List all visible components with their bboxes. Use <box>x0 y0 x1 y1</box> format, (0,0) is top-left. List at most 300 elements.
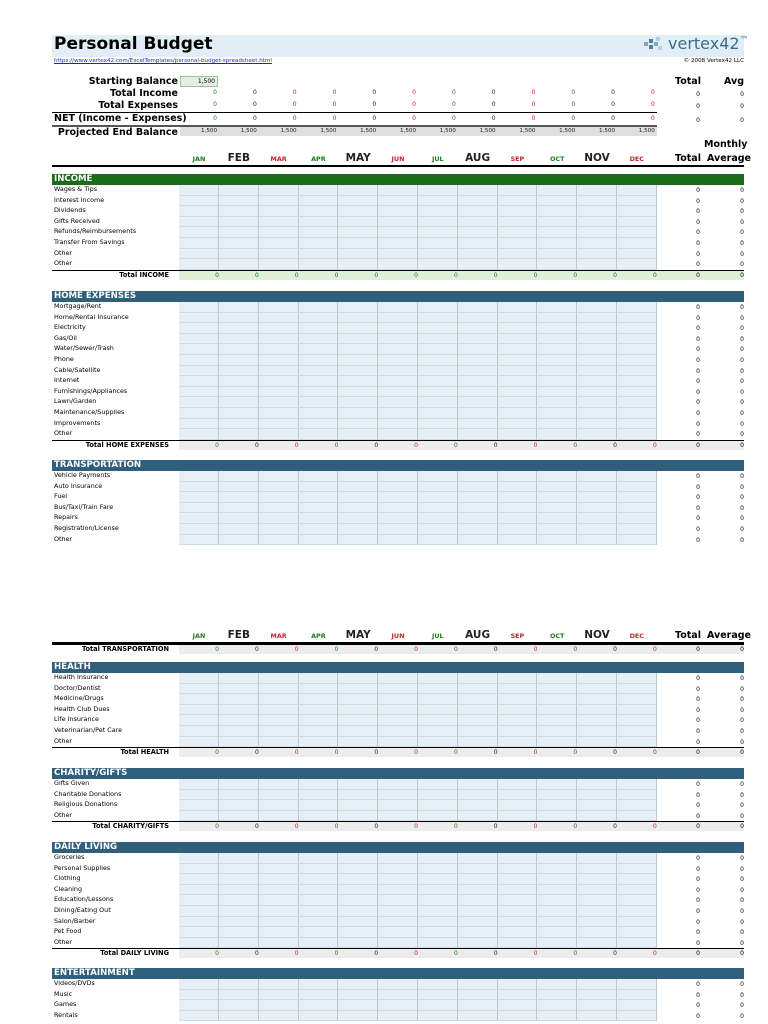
month-input-cell[interactable] <box>259 366 299 377</box>
month-input-cell[interactable] <box>577 811 617 822</box>
month-input-cell[interactable] <box>617 227 657 238</box>
month-input-cell[interactable] <box>617 864 657 875</box>
month-input-cell[interactable] <box>537 376 577 387</box>
month-input-cell[interactable] <box>617 790 657 801</box>
month-input-cell[interactable] <box>577 800 617 811</box>
month-input-cell[interactable] <box>298 906 338 917</box>
month-input-cell[interactable] <box>179 429 219 440</box>
month-input-cell[interactable] <box>537 864 577 875</box>
month-input-cell[interactable] <box>298 482 338 493</box>
month-input-cell[interactable] <box>338 990 378 1001</box>
month-input-cell[interactable] <box>458 1000 498 1011</box>
month-input-cell[interactable] <box>338 885 378 896</box>
month-input-cell[interactable] <box>219 355 259 366</box>
month-input-cell[interactable] <box>497 790 537 801</box>
month-input-cell[interactable] <box>418 185 458 196</box>
month-input-cell[interactable] <box>617 196 657 207</box>
month-input-cell[interactable] <box>338 503 378 514</box>
month-input-cell[interactable] <box>418 323 458 334</box>
month-input-cell[interactable] <box>219 694 259 705</box>
month-input-cell[interactable] <box>458 790 498 801</box>
month-input-cell[interactable] <box>537 185 577 196</box>
month-input-cell[interactable] <box>418 366 458 377</box>
month-input-cell[interactable] <box>458 313 498 324</box>
month-input-cell[interactable] <box>497 885 537 896</box>
month-input-cell[interactable] <box>298 249 338 260</box>
month-input-cell[interactable] <box>219 535 259 546</box>
month-input-cell[interactable] <box>497 513 537 524</box>
month-input-cell[interactable] <box>179 737 219 748</box>
month-input-cell[interactable] <box>378 979 418 990</box>
month-input-cell[interactable] <box>418 1000 458 1011</box>
month-input-cell[interactable] <box>179 726 219 737</box>
month-input-cell[interactable] <box>537 535 577 546</box>
month-input-cell[interactable] <box>497 853 537 864</box>
month-input-cell[interactable] <box>259 429 299 440</box>
month-input-cell[interactable] <box>298 864 338 875</box>
month-input-cell[interactable] <box>577 737 617 748</box>
month-input-cell[interactable] <box>537 927 577 938</box>
month-input-cell[interactable] <box>577 376 617 387</box>
month-input-cell[interactable] <box>298 196 338 207</box>
month-input-cell[interactable] <box>577 524 617 535</box>
month-input-cell[interactable] <box>537 694 577 705</box>
month-input-cell[interactable] <box>617 355 657 366</box>
month-input-cell[interactable] <box>219 864 259 875</box>
month-input-cell[interactable] <box>298 259 338 270</box>
month-input-cell[interactable] <box>577 185 617 196</box>
month-input-cell[interactable] <box>378 800 418 811</box>
month-input-cell[interactable] <box>219 917 259 928</box>
month-input-cell[interactable] <box>537 492 577 503</box>
month-input-cell[interactable] <box>298 313 338 324</box>
month-input-cell[interactable] <box>617 323 657 334</box>
month-input-cell[interactable] <box>219 185 259 196</box>
month-input-cell[interactable] <box>497 185 537 196</box>
month-input-cell[interactable] <box>259 238 299 249</box>
month-input-cell[interactable] <box>298 938 338 949</box>
month-input-cell[interactable] <box>497 737 537 748</box>
month-input-cell[interactable] <box>219 249 259 260</box>
month-input-cell[interactable] <box>298 800 338 811</box>
month-input-cell[interactable] <box>338 408 378 419</box>
month-input-cell[interactable] <box>179 366 219 377</box>
month-input-cell[interactable] <box>179 196 219 207</box>
month-input-cell[interactable] <box>338 917 378 928</box>
month-input-cell[interactable] <box>617 492 657 503</box>
month-input-cell[interactable] <box>298 238 338 249</box>
month-input-cell[interactable] <box>577 1011 617 1022</box>
month-input-cell[interactable] <box>259 800 299 811</box>
month-input-cell[interactable] <box>338 196 378 207</box>
month-input-cell[interactable] <box>497 524 537 535</box>
month-input-cell[interactable] <box>577 694 617 705</box>
month-input-cell[interactable] <box>179 673 219 684</box>
month-input-cell[interactable] <box>497 906 537 917</box>
month-input-cell[interactable] <box>179 249 219 260</box>
month-input-cell[interactable] <box>497 355 537 366</box>
month-input-cell[interactable] <box>497 334 537 345</box>
month-input-cell[interactable] <box>338 397 378 408</box>
month-input-cell[interactable] <box>418 238 458 249</box>
month-input-cell[interactable] <box>577 429 617 440</box>
month-input-cell[interactable] <box>298 673 338 684</box>
month-input-cell[interactable] <box>219 726 259 737</box>
month-input-cell[interactable] <box>298 503 338 514</box>
month-input-cell[interactable] <box>259 259 299 270</box>
month-input-cell[interactable] <box>577 979 617 990</box>
month-input-cell[interactable] <box>577 684 617 695</box>
month-input-cell[interactable] <box>298 790 338 801</box>
month-input-cell[interactable] <box>418 196 458 207</box>
month-input-cell[interactable] <box>577 874 617 885</box>
month-input-cell[interactable] <box>418 853 458 864</box>
month-input-cell[interactable] <box>259 503 299 514</box>
month-input-cell[interactable] <box>219 344 259 355</box>
month-input-cell[interactable] <box>537 790 577 801</box>
month-input-cell[interactable] <box>298 779 338 790</box>
month-input-cell[interactable] <box>219 874 259 885</box>
month-input-cell[interactable] <box>617 503 657 514</box>
month-input-cell[interactable] <box>458 705 498 716</box>
month-input-cell[interactable] <box>179 206 219 217</box>
month-input-cell[interactable] <box>458 344 498 355</box>
month-input-cell[interactable] <box>577 726 617 737</box>
month-input-cell[interactable] <box>219 397 259 408</box>
month-input-cell[interactable] <box>338 895 378 906</box>
month-input-cell[interactable] <box>418 705 458 716</box>
month-input-cell[interactable] <box>537 387 577 398</box>
month-input-cell[interactable] <box>458 227 498 238</box>
month-input-cell[interactable] <box>418 800 458 811</box>
month-input-cell[interactable] <box>259 323 299 334</box>
month-input-cell[interactable] <box>298 1000 338 1011</box>
month-input-cell[interactable] <box>219 302 259 313</box>
month-input-cell[interactable] <box>378 344 418 355</box>
month-input-cell[interactable] <box>458 673 498 684</box>
month-input-cell[interactable] <box>497 705 537 716</box>
month-input-cell[interactable] <box>259 927 299 938</box>
month-input-cell[interactable] <box>338 185 378 196</box>
month-input-cell[interactable] <box>219 906 259 917</box>
month-input-cell[interactable] <box>378 482 418 493</box>
month-input-cell[interactable] <box>338 355 378 366</box>
month-input-cell[interactable] <box>219 227 259 238</box>
month-input-cell[interactable] <box>179 906 219 917</box>
month-input-cell[interactable] <box>298 206 338 217</box>
month-input-cell[interactable] <box>219 313 259 324</box>
month-input-cell[interactable] <box>617 726 657 737</box>
month-input-cell[interactable] <box>537 397 577 408</box>
month-input-cell[interactable] <box>537 853 577 864</box>
month-input-cell[interactable] <box>617 779 657 790</box>
month-input-cell[interactable] <box>418 313 458 324</box>
month-input-cell[interactable] <box>298 429 338 440</box>
month-input-cell[interactable] <box>418 874 458 885</box>
month-input-cell[interactable] <box>418 206 458 217</box>
month-input-cell[interactable] <box>418 864 458 875</box>
month-input-cell[interactable] <box>298 185 338 196</box>
month-input-cell[interactable] <box>378 990 418 1001</box>
month-input-cell[interactable] <box>259 979 299 990</box>
month-input-cell[interactable] <box>378 938 418 949</box>
month-input-cell[interactable] <box>259 471 299 482</box>
month-input-cell[interactable] <box>179 238 219 249</box>
month-input-cell[interactable] <box>338 694 378 705</box>
month-input-cell[interactable] <box>458 217 498 228</box>
month-input-cell[interactable] <box>458 684 498 695</box>
month-input-cell[interactable] <box>219 471 259 482</box>
month-input-cell[interactable] <box>179 482 219 493</box>
month-input-cell[interactable] <box>617 906 657 917</box>
month-input-cell[interactable] <box>497 419 537 430</box>
month-input-cell[interactable] <box>497 673 537 684</box>
month-input-cell[interactable] <box>338 1000 378 1011</box>
month-input-cell[interactable] <box>418 492 458 503</box>
month-input-cell[interactable] <box>577 366 617 377</box>
month-input-cell[interactable] <box>338 334 378 345</box>
month-input-cell[interactable] <box>338 927 378 938</box>
month-input-cell[interactable] <box>338 864 378 875</box>
month-input-cell[interactable] <box>219 196 259 207</box>
month-input-cell[interactable] <box>418 503 458 514</box>
month-input-cell[interactable] <box>338 800 378 811</box>
month-input-cell[interactable] <box>497 429 537 440</box>
month-input-cell[interactable] <box>179 927 219 938</box>
month-input-cell[interactable] <box>378 673 418 684</box>
month-input-cell[interactable] <box>577 938 617 949</box>
month-input-cell[interactable] <box>577 790 617 801</box>
month-input-cell[interactable] <box>617 811 657 822</box>
month-input-cell[interactable] <box>617 397 657 408</box>
month-input-cell[interactable] <box>418 1011 458 1022</box>
month-input-cell[interactable] <box>298 376 338 387</box>
month-input-cell[interactable] <box>418 334 458 345</box>
month-input-cell[interactable] <box>617 1011 657 1022</box>
month-input-cell[interactable] <box>617 800 657 811</box>
month-input-cell[interactable] <box>298 492 338 503</box>
month-input-cell[interactable] <box>378 917 418 928</box>
month-input-cell[interactable] <box>577 419 617 430</box>
month-input-cell[interactable] <box>338 429 378 440</box>
month-input-cell[interactable] <box>497 979 537 990</box>
month-input-cell[interactable] <box>259 694 299 705</box>
month-input-cell[interactable] <box>219 927 259 938</box>
month-input-cell[interactable] <box>259 344 299 355</box>
month-input-cell[interactable] <box>418 259 458 270</box>
month-input-cell[interactable] <box>497 397 537 408</box>
month-input-cell[interactable] <box>418 906 458 917</box>
month-input-cell[interactable] <box>259 492 299 503</box>
month-input-cell[interactable] <box>617 419 657 430</box>
month-input-cell[interactable] <box>219 482 259 493</box>
month-input-cell[interactable] <box>179 684 219 695</box>
month-input-cell[interactable] <box>458 259 498 270</box>
month-input-cell[interactable] <box>219 979 259 990</box>
month-input-cell[interactable] <box>378 737 418 748</box>
month-input-cell[interactable] <box>418 694 458 705</box>
month-input-cell[interactable] <box>378 471 418 482</box>
month-input-cell[interactable] <box>378 853 418 864</box>
month-input-cell[interactable] <box>219 853 259 864</box>
month-input-cell[interactable] <box>179 524 219 535</box>
month-input-cell[interactable] <box>179 990 219 1001</box>
month-input-cell[interactable] <box>259 895 299 906</box>
month-input-cell[interactable] <box>378 323 418 334</box>
month-input-cell[interactable] <box>179 694 219 705</box>
month-input-cell[interactable] <box>298 885 338 896</box>
month-input-cell[interactable] <box>298 979 338 990</box>
month-input-cell[interactable] <box>418 482 458 493</box>
month-input-cell[interactable] <box>537 917 577 928</box>
month-input-cell[interactable] <box>298 684 338 695</box>
month-input-cell[interactable] <box>418 779 458 790</box>
month-input-cell[interactable] <box>219 408 259 419</box>
month-input-cell[interactable] <box>219 790 259 801</box>
month-input-cell[interactable] <box>458 906 498 917</box>
month-input-cell[interactable] <box>497 387 537 398</box>
month-input-cell[interactable] <box>418 429 458 440</box>
month-input-cell[interactable] <box>179 864 219 875</box>
month-input-cell[interactable] <box>497 471 537 482</box>
month-input-cell[interactable] <box>577 387 617 398</box>
month-input-cell[interactable] <box>259 408 299 419</box>
month-input-cell[interactable] <box>617 938 657 949</box>
month-input-cell[interactable] <box>577 259 617 270</box>
month-input-cell[interactable] <box>338 906 378 917</box>
month-input-cell[interactable] <box>418 917 458 928</box>
month-input-cell[interactable] <box>259 249 299 260</box>
month-input-cell[interactable] <box>458 376 498 387</box>
month-input-cell[interactable] <box>338 811 378 822</box>
month-input-cell[interactable] <box>179 885 219 896</box>
month-input-cell[interactable] <box>458 408 498 419</box>
month-input-cell[interactable] <box>298 355 338 366</box>
month-input-cell[interactable] <box>418 938 458 949</box>
month-input-cell[interactable] <box>179 185 219 196</box>
month-input-cell[interactable] <box>577 344 617 355</box>
month-input-cell[interactable] <box>338 779 378 790</box>
month-input-cell[interactable] <box>617 471 657 482</box>
month-input-cell[interactable] <box>378 503 418 514</box>
month-input-cell[interactable] <box>537 429 577 440</box>
month-input-cell[interactable] <box>298 737 338 748</box>
month-input-cell[interactable] <box>219 503 259 514</box>
month-input-cell[interactable] <box>497 726 537 737</box>
month-input-cell[interactable] <box>537 990 577 1001</box>
month-input-cell[interactable] <box>458 535 498 546</box>
month-input-cell[interactable] <box>259 811 299 822</box>
month-input-cell[interactable] <box>259 705 299 716</box>
month-input-cell[interactable] <box>298 323 338 334</box>
month-input-cell[interactable] <box>338 874 378 885</box>
month-input-cell[interactable] <box>577 853 617 864</box>
month-input-cell[interactable] <box>378 313 418 324</box>
month-input-cell[interactable] <box>418 673 458 684</box>
month-input-cell[interactable] <box>219 938 259 949</box>
month-input-cell[interactable] <box>418 217 458 228</box>
month-input-cell[interactable] <box>577 927 617 938</box>
month-input-cell[interactable] <box>418 895 458 906</box>
month-input-cell[interactable] <box>458 302 498 313</box>
month-input-cell[interactable] <box>179 334 219 345</box>
month-input-cell[interactable] <box>298 917 338 928</box>
month-input-cell[interactable] <box>338 524 378 535</box>
month-input-cell[interactable] <box>497 492 537 503</box>
month-input-cell[interactable] <box>179 790 219 801</box>
month-input-cell[interactable] <box>537 503 577 514</box>
month-input-cell[interactable] <box>338 206 378 217</box>
month-input-cell[interactable] <box>458 249 498 260</box>
month-input-cell[interactable] <box>617 334 657 345</box>
month-input-cell[interactable] <box>179 419 219 430</box>
month-input-cell[interactable] <box>577 535 617 546</box>
month-input-cell[interactable] <box>418 249 458 260</box>
month-input-cell[interactable] <box>577 513 617 524</box>
month-input-cell[interactable] <box>378 206 418 217</box>
month-input-cell[interactable] <box>537 895 577 906</box>
month-input-cell[interactable] <box>617 990 657 1001</box>
month-input-cell[interactable] <box>179 535 219 546</box>
month-input-cell[interactable] <box>577 313 617 324</box>
month-input-cell[interactable] <box>497 927 537 938</box>
month-input-cell[interactable] <box>378 249 418 260</box>
month-input-cell[interactable] <box>338 705 378 716</box>
month-input-cell[interactable] <box>219 524 259 535</box>
month-input-cell[interactable] <box>219 1011 259 1022</box>
month-input-cell[interactable] <box>338 238 378 249</box>
month-input-cell[interactable] <box>497 938 537 949</box>
month-input-cell[interactable] <box>418 885 458 896</box>
month-input-cell[interactable] <box>378 334 418 345</box>
month-input-cell[interactable] <box>179 227 219 238</box>
month-input-cell[interactable] <box>458 387 498 398</box>
month-input-cell[interactable] <box>617 366 657 377</box>
month-input-cell[interactable] <box>577 482 617 493</box>
month-input-cell[interactable] <box>497 344 537 355</box>
month-input-cell[interactable] <box>497 206 537 217</box>
month-input-cell[interactable] <box>418 790 458 801</box>
month-input-cell[interactable] <box>378 513 418 524</box>
month-input-cell[interactable] <box>298 419 338 430</box>
month-input-cell[interactable] <box>259 355 299 366</box>
month-input-cell[interactable] <box>259 673 299 684</box>
month-input-cell[interactable] <box>617 313 657 324</box>
month-input-cell[interactable] <box>458 1011 498 1022</box>
month-input-cell[interactable] <box>577 355 617 366</box>
month-input-cell[interactable] <box>179 302 219 313</box>
month-input-cell[interactable] <box>378 492 418 503</box>
month-input-cell[interactable] <box>577 705 617 716</box>
month-input-cell[interactable] <box>577 673 617 684</box>
month-input-cell[interactable] <box>179 938 219 949</box>
month-input-cell[interactable] <box>537 259 577 270</box>
month-input-cell[interactable] <box>378 906 418 917</box>
month-input-cell[interactable] <box>577 249 617 260</box>
month-input-cell[interactable] <box>458 334 498 345</box>
month-input-cell[interactable] <box>458 196 498 207</box>
month-input-cell[interactable] <box>577 217 617 228</box>
month-input-cell[interactable] <box>458 492 498 503</box>
month-input-cell[interactable] <box>418 376 458 387</box>
month-input-cell[interactable] <box>458 397 498 408</box>
month-input-cell[interactable] <box>259 376 299 387</box>
month-input-cell[interactable] <box>378 355 418 366</box>
month-input-cell[interactable] <box>298 227 338 238</box>
month-input-cell[interactable] <box>537 482 577 493</box>
month-input-cell[interactable] <box>338 979 378 990</box>
month-input-cell[interactable] <box>577 238 617 249</box>
